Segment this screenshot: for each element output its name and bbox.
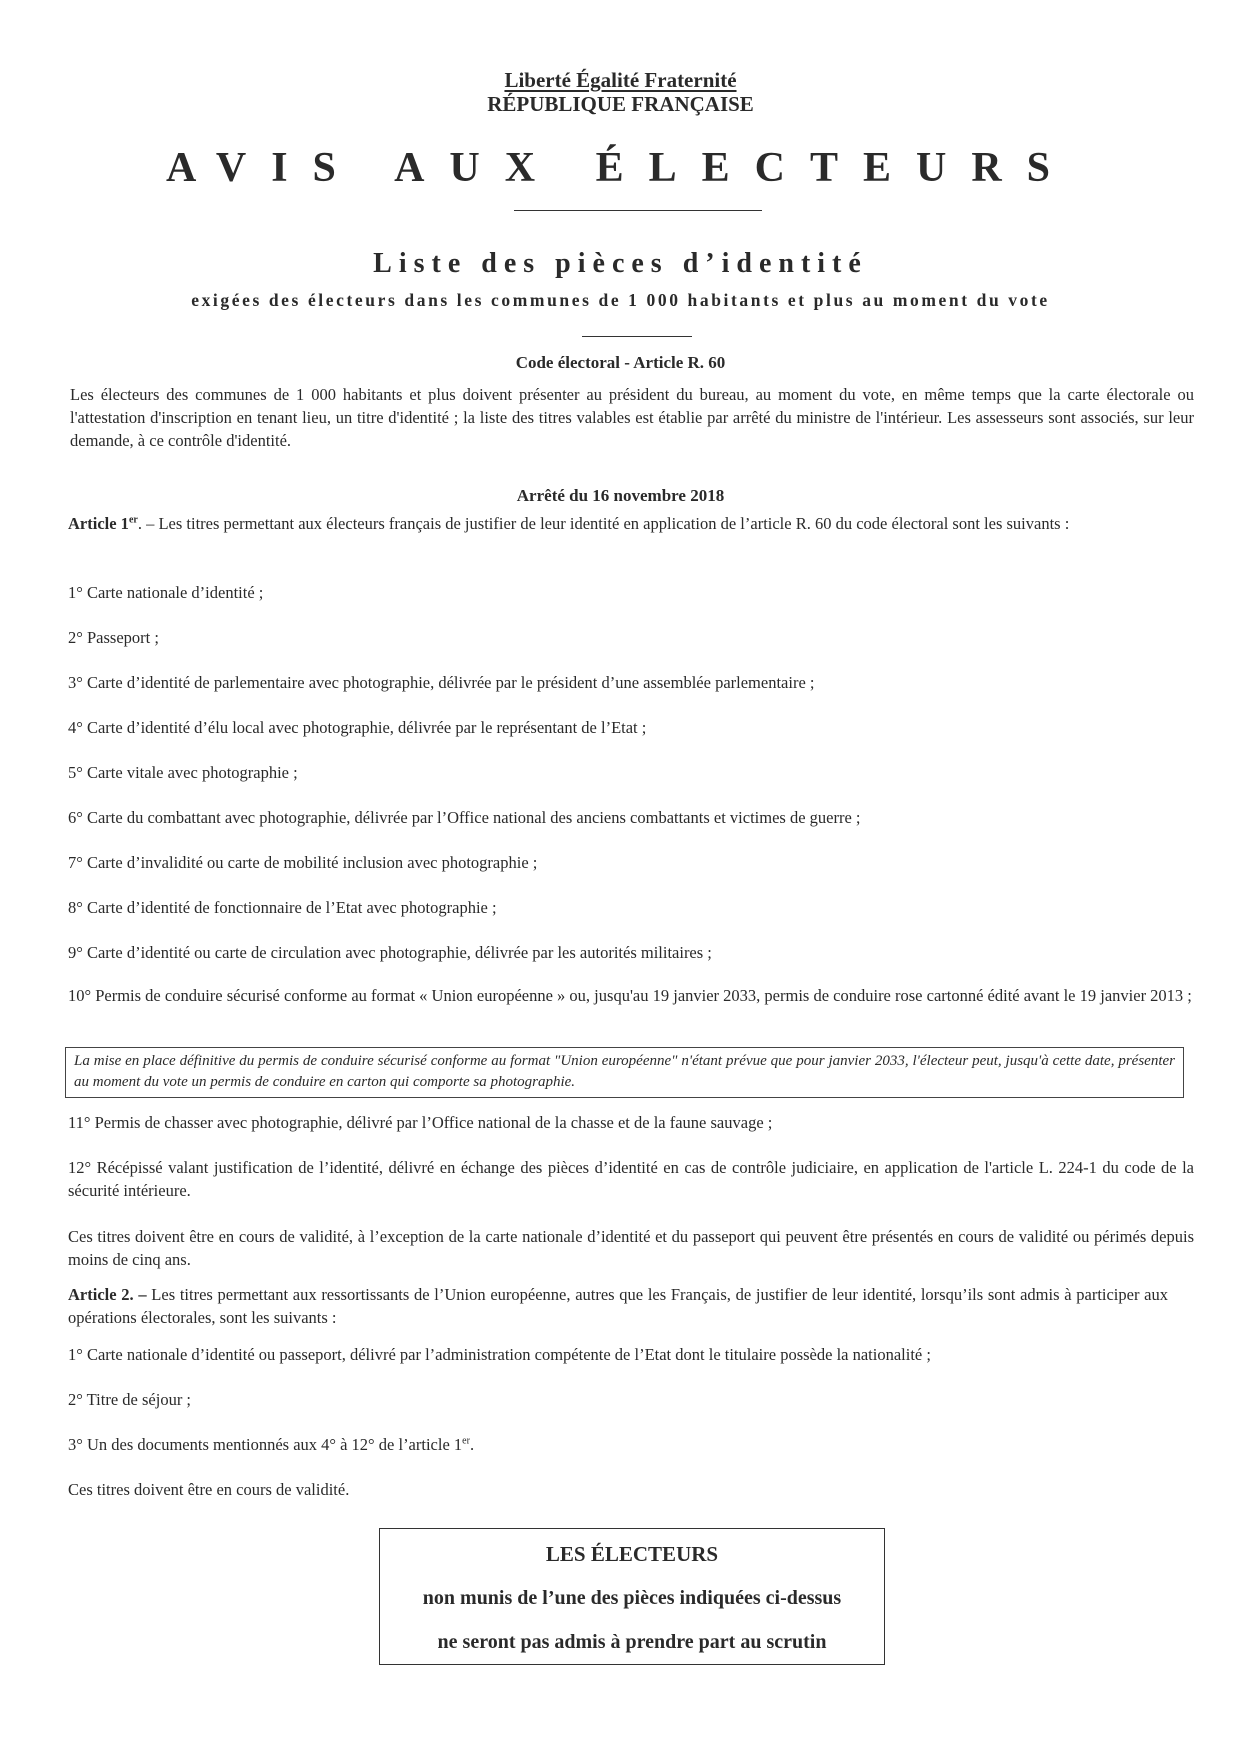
list-item: 1° Carte nationale d’identité ;: [68, 583, 264, 602]
driving-licence-note: La mise en place définitive du permis de conduire sécurisé conforme au format "Union européenne" n'étant prévue que pour janvier 2033, l'électeur peut, jusqu'à cette date, présenter au moment du vote un permis de conduire en carton qui comporte sa photographie.: [65, 1047, 1184, 1098]
list-item: 2° Passeport ;: [68, 628, 159, 647]
list-item: 8° Carte d’identité de fonctionnaire de l’Etat avec photographie ;: [68, 898, 497, 917]
divider: [582, 336, 692, 337]
code-text: Les électeurs des communes de 1 000 habitants et plus doivent présenter au président du bureau, au moment du vote, en même temps que la carte électorale ou l'attestation d'inscription en tenant lieu, un titre d'identité ; la liste des titres valables est établie par arrêté du ministre de l'intérieur. Les assesseurs sont associés, sur leur demande, à ce contrôle d'identité.: [70, 385, 1194, 450]
list-item: 6° Carte du combattant avec photographie, délivrée par l’Office national des anciens combattants et victimes de guerre ;: [68, 808, 861, 827]
republic-header: [0, 68, 1241, 116]
list-item: 10° Permis de conduire sécurisé conforme au format « Union européenne » ou, jusqu'au 19 janvier 2033, permis de conduire rose cartonné édité avant le 19 janvier 2013 ;: [68, 986, 1192, 1005]
republic-name: RÉPUBLIQUE FRANÇAISE: [487, 92, 754, 116]
list-item: 11° Permis de chasser avec photographie, délivré par l’Office national de la chasse et de la faune sauvage ;: [68, 1113, 773, 1132]
article1-validity: Ces titres doivent être en cours de validité, à l’exception de la carte nationale d’identité et du passeport qui peuvent être présentés en cours de validité ou périmés depuis moins de cinq ans.: [68, 1227, 1194, 1269]
list-item: 12° Récépissé valant justification de l’identité, délivré en échange des pièces d’identité en cas de contrôle judiciaire, en application de l'article L. 224-1 du code de la sécurité intérieure.: [68, 1158, 1194, 1200]
article1-intro: Article 1er. – Les titres permettant aux électeurs français de justifier de leur identité en application de l’article R. 60 du code électoral sont les suivants :: [68, 514, 1070, 533]
list-item: 9° Carte d’identité ou carte de circulation avec photographie, délivrée par les autorités militaires ;: [68, 943, 712, 962]
list-item: 3° Carte d’identité de parlementaire avec photographie, délivrée par le président d’une assemblée parlementaire ;: [68, 673, 815, 692]
list-item: 4° Carte d’identité d’élu local avec photographie, délivrée par le représentant de l’Etat ;: [68, 718, 647, 737]
article2-intro: Article 2. – Les titres permettant aux ressortissants de l’Union européenne, autres que les Français, de justifier de leur identité, lorsqu’ils sont admis à participer aux opérations électorales, sont les suivants :: [68, 1285, 1168, 1327]
divider: [514, 210, 762, 211]
arrete-heading: Arrêté du 16 novembre 2018: [516, 486, 725, 505]
warning-heading: LES ÉLECTEURS: [545, 1542, 719, 1566]
warning-line: ne seront pas admis à prendre part au scrutin: [437, 1631, 827, 1653]
article1-label: Article 1er: [68, 514, 138, 533]
article2-label: Article 2. –: [68, 1285, 147, 1304]
page-title: AVIS AUX ÉLECTEURS: [165, 145, 1076, 191]
subtitle-detail: exigées des électeurs dans les communes de 1 000 habitants et plus au moment du vote: [191, 290, 1050, 310]
warning-line: non munis de l’une des pièces indiquées ci-dessus: [422, 1587, 842, 1609]
article2-validity: Ces titres doivent être en cours de validité.: [68, 1480, 350, 1499]
list-item: 2° Titre de séjour ;: [68, 1390, 192, 1409]
list-item: 3° Un des documents mentionnés aux 4° à 12° de l’article 1er.: [68, 1435, 475, 1454]
motto: Liberté Égalité Fraternité: [504, 68, 737, 92]
list-item: 7° Carte d’invalidité ou carte de mobilité inclusion avec photographie ;: [68, 853, 538, 872]
list-item: 5° Carte vitale avec photographie ;: [68, 763, 298, 782]
list-item: 1° Carte nationale d’identité ou passeport, délivré par l’administration compétente de l’Etat dont le titulaire possède la nationalité ;: [68, 1345, 931, 1364]
warning-box: [379, 1528, 885, 1665]
subtitle: Liste des pièces d’identité: [373, 248, 868, 279]
code-heading: Code électoral - Article R. 60: [515, 353, 726, 372]
